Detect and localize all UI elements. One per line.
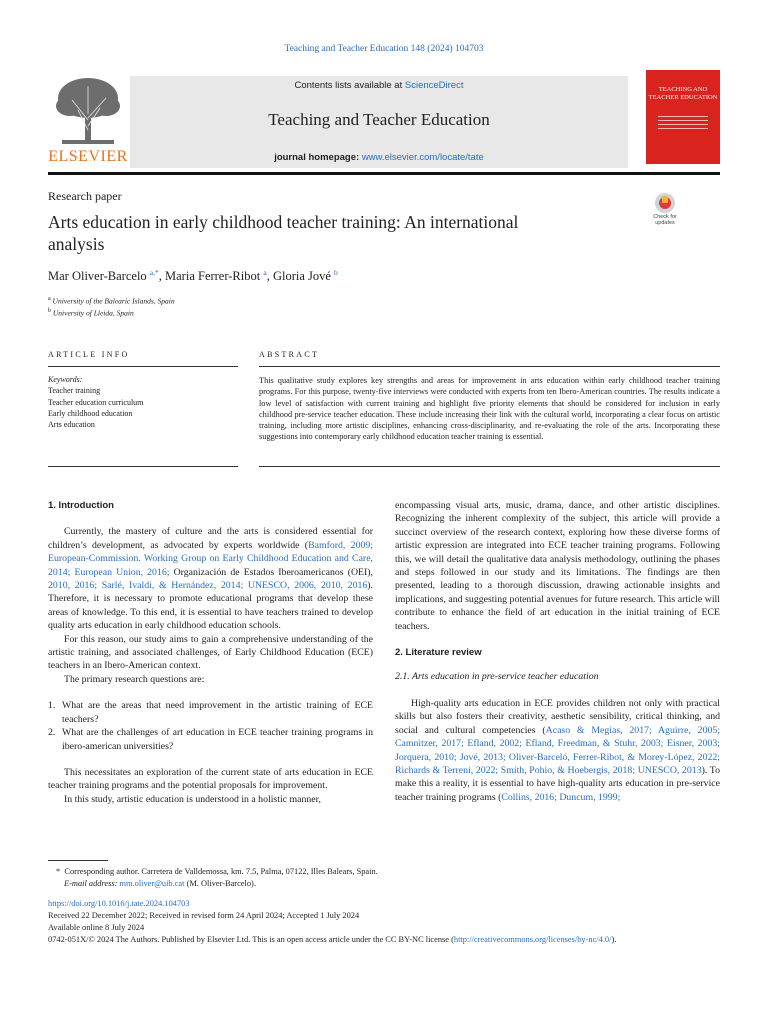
author-affiliation-link[interactable]: a (263, 268, 267, 277)
homepage-prefix: journal homepage: (274, 152, 362, 163)
citation-link[interactable]: Acaso & Megías, 2017; Aguirre, 2005; Camnitzer, 2017; Efland, 2002; Efland, Freedman, & Stuhr, 2003; Eisner, 2003; Jorquera, 2010; Jové, 2013; Oliver-Barceló, Ferrer-Ribot, & Morey-López, 2022; Richards & Terreni, 2022; Smith, Pohio, & Hoebergis, 2018; UNESCO, 2013 (395, 724, 720, 776)
journal-header (48, 70, 720, 168)
citation-link[interactable]: 2010, 2016; Sarlé, Ivaldi, & Hernández, 2014; UNESCO, 2006, 2010, 2016 (48, 580, 368, 592)
journal-info-box (130, 76, 628, 168)
paragraph: encompassing visual arts, music, drama, dance, and other artistic disciplines. Recognizing the inherent complexity of the subject, this article will provide a succinct overview of the research context, exploring how these diverse forms of artistic expression are integrated into ECE teacher training programs. Following this, we will detail the qualitative data analysis methodology, outlining the phases and steps followed in our study and its limitations. The findings are then presented, leading to a thorough discussion, drawing actionable insights and implications, and suggesting potential avenues for future research. This article will contribute to enhance the field of art education in the initial training of ECE teachers. (395, 500, 720, 632)
crossmark-label: Check for updates (653, 214, 677, 226)
abstract-text: This qualitative study explores key strengths and areas for improvement in arts education within early childhood teacher training programs. For this purpose, twenty-five interviews were conducted with experts from ten Ibero-American countries. The results indicate a low level of satisfaction with current training and highlight five priority elements that should be considered for inclusion in early childhood pre-service teacher education. These include increasing their link with the cultural world, incorporating a clear focus on artistic training, including more artistic disciplines, enhancing cross-disciplinarity, and re-evaluating the role of the arts. Incorporating these suggestions into contemporary early childhood education teacher training is essential. (259, 376, 720, 442)
cover-title: TEACHING AND TEACHER EDUCATION (648, 86, 718, 101)
author-affiliation-link[interactable]: a,* (149, 268, 159, 277)
divider (259, 366, 720, 367)
list-item (48, 726, 373, 753)
keyword: Teacher education curriculum (48, 397, 144, 407)
paragraph: In this study, artistic education is understood in a holistic manner, (64, 793, 321, 805)
cover-decoration (658, 116, 708, 132)
footnote-marker: * (56, 867, 61, 876)
divider (259, 466, 720, 467)
text-span: ). Therefore, it is necessary to promote educational programs that develop these areas of knowledge. To this end, it is essential to have teachers trained to develop quality arts education in early childhood education schools. (48, 580, 373, 632)
affiliation-marker: a (48, 296, 51, 302)
text-span: High-quality arts education in ECE provides children not only with practical skills but also fosters their creativity, aesthetic sensibility, critical thinking, and social and cultural competencies ( (395, 697, 720, 736)
keyword: Early childhood education (48, 408, 133, 418)
license-statement (48, 934, 720, 946)
contents-prefix: Contents lists available at (294, 80, 405, 91)
author-list: Mar Oliver-Barcelo $^{a,*}$, Maria Ferrer-Ribot $^a$, Gloria Jové $^b$ (48, 268, 338, 284)
divider (48, 466, 238, 467)
header-divider (48, 172, 720, 175)
affiliation (48, 308, 134, 318)
list-number: 1. (48, 700, 56, 712)
contents-line (130, 80, 628, 91)
homepage-line (130, 152, 628, 163)
list-text: What are the challenges of art education in ECE teacher training programs in ibero-american universities? (62, 727, 373, 752)
body-left-column (48, 499, 373, 806)
affiliation-marker: b (48, 308, 51, 314)
corresponding-footnote (56, 866, 716, 878)
email-label: E-mail address: (64, 879, 120, 888)
affiliation (48, 296, 175, 306)
divider (48, 366, 238, 367)
abstract-heading: ABSTRACT (259, 350, 320, 359)
paragraph (395, 697, 720, 804)
author-name: Gloria Jové (272, 269, 331, 284)
subsection-heading: 2.1. Arts education in pre-service teacher education (395, 671, 599, 683)
tree-icon (48, 70, 128, 150)
doi-link[interactable]: https://doi.org/10.1016/j.tate.2024.104703 (48, 899, 190, 908)
author-name: Mar Oliver-Barcelo (48, 269, 147, 284)
journal-citation[interactable]: Teaching and Teacher Education 148 (2024) 104703 (284, 44, 484, 54)
affiliation-text: University of Lleida, Spain (52, 308, 134, 318)
list-number: 2. (48, 727, 56, 739)
article-type: Research paper (48, 189, 122, 203)
paragraph: This necessitates an exploration of the current state of arts education in ECE teacher training programs and the potential proposals for improvement. (48, 766, 373, 792)
journal-title[interactable]: Teaching and Teacher Education (268, 110, 490, 129)
homepage-link[interactable]: www.elsevier.com/locate/tate (361, 152, 484, 163)
crossmark-icon (655, 193, 675, 213)
question-list (48, 699, 373, 753)
sciencedirect-link[interactable]: ScienceDirect (404, 80, 464, 91)
text-span: Organización de Estados Iberoamericanos (OEI), (169, 566, 373, 578)
elsevier-logo[interactable] (48, 70, 128, 168)
paragraph (48, 525, 373, 632)
keyword: Teacher training (48, 386, 101, 396)
author-affiliation-link[interactable]: b (334, 268, 338, 277)
footnote-divider (48, 860, 108, 861)
list-item (48, 699, 373, 726)
journal-cover[interactable] (646, 70, 720, 164)
email-footnote (64, 878, 714, 890)
license-link[interactable]: http://creativecommons.org/licenses/by-nc/4.0/ (453, 935, 612, 944)
paragraph: The primary research questions are: (64, 673, 205, 685)
publisher-name: ELSEVIER (48, 148, 128, 165)
article-info-heading: ARTICLE INFO (48, 350, 130, 359)
email-link[interactable]: mm.oliver@uib.cat (119, 879, 185, 888)
body-right-column (395, 499, 720, 804)
license-text: 0742-051X/© 2024 The Authors. Published by Elsevier Ltd. This is an open access article under the CC BY-NC license ( (48, 935, 454, 944)
text-span: ). To make this a reality, it is essential to have high-quality arts education in pre-service teacher training programs ( (395, 764, 720, 803)
keywords-label: Keywords: (48, 375, 83, 384)
text-span: Currently, the mastery of culture and the arts is considered essential for children’s development, as advocated by experts worldwide ( (48, 526, 373, 551)
affiliation-text: University of the Balearic Islands, Spain (52, 296, 175, 306)
email-suffix: (M. Oliver-Barcelo). (184, 879, 256, 888)
citation-link[interactable]: Collins, 2016; Duncum, 1999; (501, 791, 621, 803)
author-name: Maria Ferrer-Ribot (165, 269, 261, 284)
list-text: What are the areas that need improvement in the artistic training of ECE teachers? (62, 700, 373, 725)
section-heading: 2. Literature review (395, 647, 482, 659)
keyword: Arts education (48, 420, 95, 430)
citation-link[interactable]: Bamford, 2009; European-Commission. Working Group on Early Childhood Education and Care, 2014; European Union, 2016; (48, 539, 373, 578)
online-date: Available online 8 July 2024 (48, 923, 145, 932)
crossmark-button[interactable] (647, 193, 683, 229)
keywords-block (48, 374, 238, 430)
license-text-end: ). (611, 935, 617, 944)
article-title: Arts education in early childhood teacher training: An international analysis (48, 212, 519, 254)
section-heading: 1. Introduction (48, 500, 114, 511)
received-dates: Received 22 December 2022; Received in revised form 24 April 2024; Accepted 1 July 2024 (48, 911, 360, 920)
paragraph: For this reason, our study aims to gain a comprehensive understanding of the artistic training, and associated challenges, of Early Childhood Education (ECE) teachers in an Ibero-American context. (48, 633, 373, 672)
corresponding-text: Corresponding author. Carretera de Valldemossa, km. 7.5, Palma, 07122, Illes Balears, Spain. (64, 867, 378, 876)
